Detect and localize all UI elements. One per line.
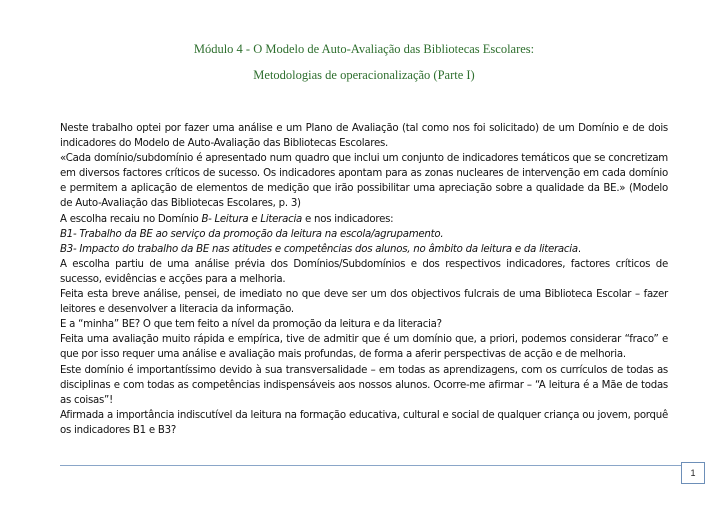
document-body xyxy=(60,121,668,438)
paragraph-objectives: Feita esta breve análise, pensei, de imediato no que deve ser um dos objectivos fulcrais de uma Biblioteca Escolar – fazer leitores e desenvolver a literacia da informação. xyxy=(60,289,668,316)
paragraph-conclusion: Afirmada a importância indiscutível da leitura na formação educativa, cultural e social de qualquer criança ou jovem, porquê os indicadores B1 e B3? xyxy=(60,409,668,436)
domain-name: B- Leitura e Literacia xyxy=(201,213,303,225)
paragraph-analysis: A escolha partiu de uma análise prévia dos Domínios/Subdomínios e dos respectivos indicadores, factores críticos de sucesso, evidências e acções para a melhoria. xyxy=(60,258,668,285)
paragraph-domain-choice xyxy=(60,212,668,227)
paragraph-question: E a “minha” BE? O que tem feito a nível da promoção da leitura e da literacia? xyxy=(60,319,442,331)
indicator-b3-period: . xyxy=(577,243,581,255)
indicator-b1: B1- Trabalho da BE ao serviço da promoção da leitura na escola/agrupamento. xyxy=(60,228,444,240)
footer-rule xyxy=(60,465,681,466)
paragraph-intro: Neste trabalho optei por fazer uma análise e um Plano de Avaliação (tal como nos foi solicitado) de um Domínio e de dois indicadores do Modelo de Auto-Avaliação das Bibliotecas Escolares. xyxy=(60,123,668,150)
paragraph-transversality: Este domínio é importantíssimo devido à sua transversalidade – em todas as aprendizagens, com os currículos de todas as disciplinas e com todas as competências indispensáveis aos nossos alunos. Ocorre-me afirmar – “A leitura é a Mãe de todas as coisas”! xyxy=(60,364,668,406)
document-title: Módulo 4 - O Modelo de Auto-Avaliação das Bibliotecas Escolares: xyxy=(193,42,535,56)
indicator-b3: B3- Impacto do trabalho da BE nas atitudes e competências dos alunos, no âmbito da leitura e da literacia xyxy=(60,243,578,255)
domain-choice-prefix: A escolha recaiu no Domínio xyxy=(60,213,202,225)
indicator-b3-line xyxy=(60,242,668,257)
page-number: 1 xyxy=(681,462,705,484)
paragraph-quote: «Cada domínio/subdomínio é apresentado num quadro que inclui um conjunto de indicadores temáticos que se concretizam em diversos factores críticos de sucesso. Os indicadores apontam para as zonas nucleares de intervenção em cada domínio e permitem a aplicação de elementos de medição que irão possibilitar uma apreciação sobre a qualidade da BE.» (Modelo de Auto-Avaliação das Bibliotecas Escolares, p. 3) xyxy=(60,153,668,210)
domain-choice-suffix: e nos indicadores: xyxy=(302,213,394,225)
paragraph-evaluation: Feita uma avaliação muito rápida e empírica, tive de admitir que é um domínio que, a priori, podemos considerar “fraco” e que por isso requer uma análise e avaliação mais profundas, de forma a aferir perspectivas de acção e de melhoria. xyxy=(60,334,668,361)
document-subtitle: Metodologias de operacionalização (Parte I) xyxy=(253,68,475,82)
